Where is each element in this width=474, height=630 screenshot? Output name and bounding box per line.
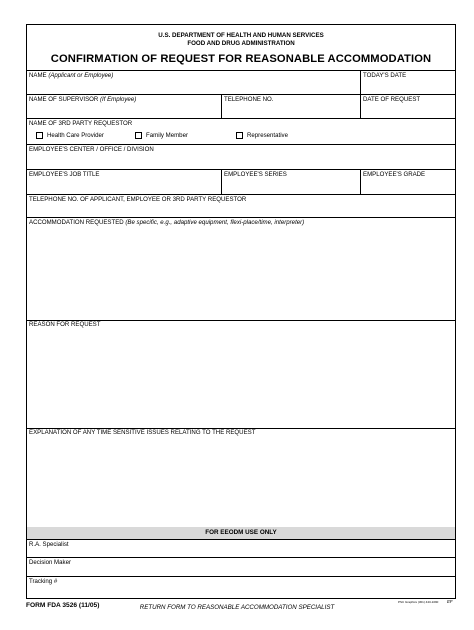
supervisor-field[interactable] <box>29 96 136 104</box>
applicant-telephone-field[interactable] <box>29 196 246 204</box>
ra-specialist-label: R.A. Specialist <box>29 541 69 548</box>
grade-label: EMPLOYEE'S GRADE <box>363 171 426 178</box>
divider <box>27 94 455 95</box>
divider <box>27 70 455 71</box>
department-name: U.S. DEPARTMENT OF HEALTH AND HUMAN SERVICES <box>158 32 324 39</box>
agency-name: FOOD AND DRUG ADMINISTRATION <box>187 40 295 47</box>
ef-mark: EF <box>447 599 453 604</box>
divider <box>27 194 455 195</box>
form-header <box>27 32 455 48</box>
divider <box>221 169 222 194</box>
todays-date-label: TODAY'S DATE <box>363 72 407 79</box>
tracking-field[interactable] <box>29 578 57 586</box>
divider <box>360 70 361 94</box>
health-care-provider-checkbox[interactable] <box>36 132 43 139</box>
accommodation-field[interactable] <box>29 219 449 319</box>
divider <box>27 539 455 540</box>
accommodation-label: ACCOMMODATION REQUESTED <box>29 219 126 226</box>
telephone-field[interactable] <box>224 96 273 104</box>
date-of-request-label: DATE OF REQUEST <box>363 96 421 103</box>
series-label: EMPLOYEE'S SERIES <box>224 171 287 178</box>
third-party-label: NAME OF 3RD PARTY REQUESTOR <box>29 120 133 127</box>
form-title: CONFIRMATION OF REQUEST FOR REASONABLE ACCOMMODATION <box>50 53 432 65</box>
ra-specialist-field[interactable] <box>29 541 69 549</box>
divider <box>27 118 455 119</box>
decision-maker-label: Decision Maker <box>29 559 71 566</box>
health-care-provider-label: Health Care Provider <box>47 132 104 139</box>
third-party-field[interactable] <box>29 120 132 128</box>
supervisor-label: NAME OF SUPERVISOR <box>29 96 100 103</box>
divider <box>27 169 455 170</box>
name-label: NAME <box>29 72 49 79</box>
divider <box>27 217 455 218</box>
printer-credit: PSC Graphics (301) 443-1090 <box>398 600 439 604</box>
family-member-label: Family Member <box>146 132 188 139</box>
tracking-label: Tracking # <box>29 578 58 585</box>
center-office-label: EMPLOYEE'S CENTER / OFFICE / DIVISION <box>29 146 154 153</box>
return-instruction: RETURN FORM TO REASONABLE ACCOMMODATION SPECIALIST <box>139 604 335 611</box>
divider <box>360 94 361 118</box>
reason-field[interactable] <box>29 321 449 426</box>
name-hint: (Applicant or Employee) <box>48 72 114 79</box>
representative-checkbox[interactable] <box>236 132 243 139</box>
center-office-field[interactable] <box>29 146 154 154</box>
job-title-label: EMPLOYEE'S JOB TITLE <box>29 171 100 178</box>
applicant-telephone-label: TELEPHONE NO. OF APPLICANT, EMPLOYEE OR 3RD PARTY REQUESTOR <box>29 196 247 203</box>
todays-date-field[interactable] <box>363 72 406 80</box>
supervisor-hint: (If Employee) <box>100 96 137 103</box>
name-field[interactable] <box>29 72 113 80</box>
divider <box>27 576 455 577</box>
divider <box>27 144 455 145</box>
telephone-label: TELEPHONE NO. <box>224 96 274 103</box>
form-body <box>26 24 456 599</box>
form-number: FORM FDA 3526 (11/05) <box>26 602 100 609</box>
family-member-checkbox[interactable] <box>135 132 142 139</box>
reason-label: REASON FOR REQUEST <box>29 321 101 328</box>
series-field[interactable] <box>224 171 287 179</box>
eeodm-heading: FOR EEODM USE ONLY <box>205 529 277 536</box>
accommodation-hint: (Be specific, e.g., adaptive equipment, flexi-place/time, interpreter) <box>125 219 305 226</box>
divider <box>221 94 222 118</box>
representative-label: Representative <box>247 132 288 139</box>
explanation-label: EXPLANATION OF ANY TIME SENSITIVE ISSUES RELATING TO THE REQUEST <box>29 429 256 436</box>
job-title-field[interactable] <box>29 171 99 179</box>
date-of-request-field[interactable] <box>363 96 420 104</box>
decision-maker-field[interactable] <box>29 559 71 567</box>
divider <box>27 557 455 558</box>
explanation-field[interactable] <box>29 429 449 524</box>
grade-field[interactable] <box>363 171 425 179</box>
divider <box>360 169 361 194</box>
